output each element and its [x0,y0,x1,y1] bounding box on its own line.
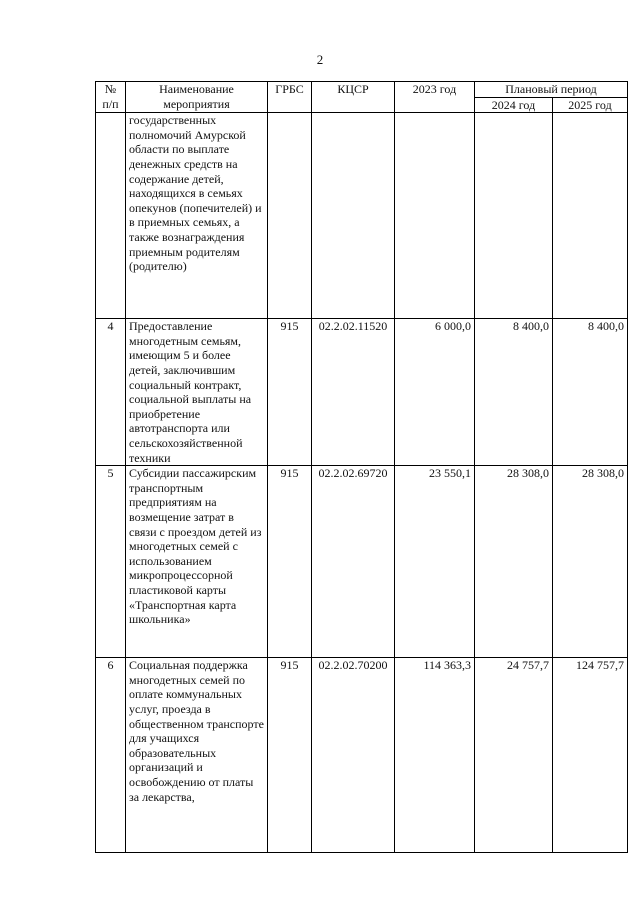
budget-table [95,81,628,853]
row-grbs: 915 [268,466,312,658]
header-2023: 2023 год [395,82,475,113]
row-2023: 6 000,0 [395,319,475,466]
row-kcsr: 02.2.02.11520 [312,319,395,466]
row-name: Социальная поддержка многодетных семей по оплате коммунальных услуг, проезда в общественном транспорте для учащихся образовательных организаций и освобождению от платы за лекарства, [126,658,268,853]
header-num: № п/п [96,82,126,113]
table-row [96,113,628,319]
row-num: 6 [96,658,126,853]
row-2023 [395,113,475,319]
row-kcsr: 02.2.02.70200 [312,658,395,853]
row-name: Субсидии пассажирским транспортным предприятиям на возмещение затрат в связи с проездом детей из многодетных семей с использованием микропроцессорной пластиковой карты «Транспортная карта школьника» [126,466,268,658]
table-row [96,319,628,466]
row-2024: 24 757,7 [475,658,553,853]
header-2024: 2024 год [475,97,553,113]
row-grbs [268,113,312,319]
row-2025: 124 757,7 [553,658,628,853]
row-num: 4 [96,319,126,466]
row-grbs: 915 [268,319,312,466]
table-row [96,658,628,853]
page-number: 2 [316,52,324,67]
row-2023: 23 550,1 [395,466,475,658]
row-2024: 8 400,0 [475,319,553,466]
header-planned-period: Плановый период [475,82,628,98]
row-2025 [553,113,628,319]
table-row [96,466,628,658]
row-name: государственных полномочий Амурской области по выплате денежных средств на содержание детей, находящихся в семьях опекунов (попечителей) и в приемных семьях, а также вознаграждения приемным родителям (родителю) [126,113,268,319]
row-num [96,113,126,319]
header-2025: 2025 год [553,97,628,113]
row-2025: 28 308,0 [553,466,628,658]
row-kcsr [312,113,395,319]
row-2024 [475,113,553,319]
header-name: Наименование мероприятия [126,82,268,113]
header-kcsr: КЦСР [312,82,395,113]
row-2023: 114 363,3 [395,658,475,853]
row-grbs: 915 [268,658,312,853]
row-kcsr: 02.2.02.69720 [312,466,395,658]
header-grbs: ГРБС [268,82,312,113]
row-2024: 28 308,0 [475,466,553,658]
row-2025: 8 400,0 [553,319,628,466]
row-num: 5 [96,466,126,658]
row-name: Предоставление многодетным семьям, имеющим 5 и более детей, заключившим социальный контракт, социальной выплаты на приобретение автотранспорта или сельскохозяйственной техники [126,319,268,466]
